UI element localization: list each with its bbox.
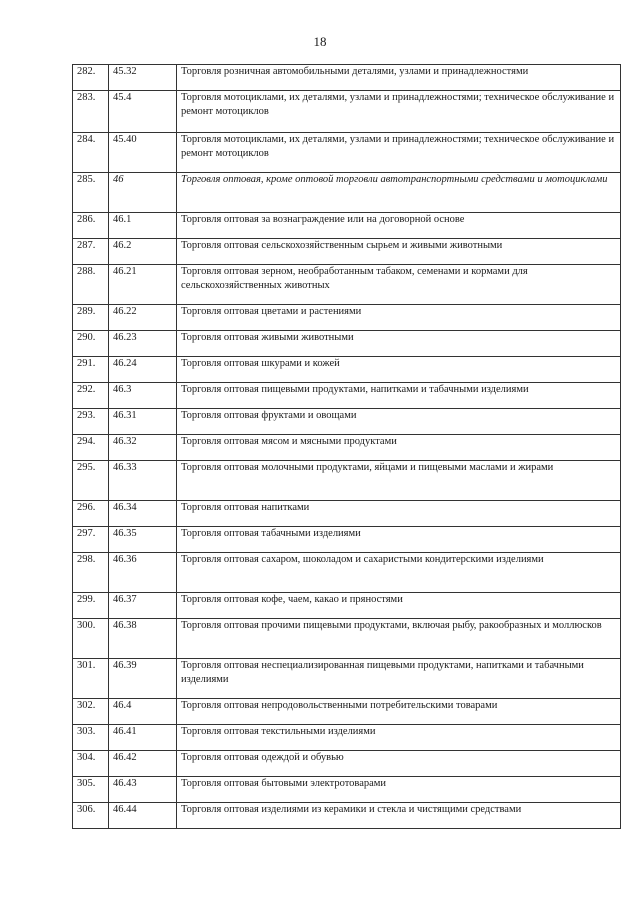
table-row [73, 777, 621, 803]
table-row [73, 331, 621, 357]
row-number: 305. [73, 777, 109, 803]
activity-description: Торговля оптовая текстильными изделиями [177, 725, 621, 751]
activity-code: 46.36 [109, 553, 177, 593]
row-number: 287. [73, 239, 109, 265]
activity-description: Торговля оптовая одеждой и обувью [177, 751, 621, 777]
activity-code: 46.32 [109, 435, 177, 461]
page-number: 18 [313, 34, 327, 49]
row-number: 301. [73, 659, 109, 699]
activity-description: Торговля оптовая кофе, чаем, какао и пряностями [177, 593, 621, 619]
activity-description: Торговля оптовая шкурами и кожей [177, 357, 621, 383]
row-number: 283. [73, 91, 109, 133]
table-row [73, 213, 621, 239]
table-row [73, 751, 621, 777]
activity-description: Торговля оптовая молочными продуктами, яйцами и пищевыми маслами и жирами [177, 461, 621, 501]
row-number: 306. [73, 803, 109, 829]
table-row [73, 461, 621, 501]
row-number: 291. [73, 357, 109, 383]
activity-code: 46.23 [109, 331, 177, 357]
activity-description: Торговля оптовая фруктами и овощами [177, 409, 621, 435]
table-row [73, 265, 621, 305]
activity-description: Торговля оптовая пищевыми продуктами, напитками и табачными изделиями [177, 383, 621, 409]
row-number: 290. [73, 331, 109, 357]
activity-description: Торговля оптовая сельскохозяйственным сырьем и живыми животными [177, 239, 621, 265]
row-number: 295. [73, 461, 109, 501]
activity-code: 45.32 [109, 65, 177, 91]
row-number: 284. [73, 133, 109, 173]
activity-code: 46.2 [109, 239, 177, 265]
table-row [73, 593, 621, 619]
row-number: 293. [73, 409, 109, 435]
table-row [73, 435, 621, 461]
row-number: 303. [73, 725, 109, 751]
row-number: 288. [73, 265, 109, 305]
activity-code: 46.33 [109, 461, 177, 501]
activity-description: Торговля оптовая за вознаграждение или на договорной основе [177, 213, 621, 239]
activity-description: Торговля мотоциклами, их деталями, узлами и принадлежностями; техническое обслуживание и ремонт мотоциклов [177, 91, 621, 133]
activity-code: 46.3 [109, 383, 177, 409]
table-row [73, 527, 621, 553]
table-row [73, 305, 621, 331]
activity-code: 46.42 [109, 751, 177, 777]
activity-code: 46.4 [109, 699, 177, 725]
activity-code: 46.1 [109, 213, 177, 239]
table-row [73, 553, 621, 593]
row-number: 296. [73, 501, 109, 527]
table-row [73, 383, 621, 409]
activity-code: 46.37 [109, 593, 177, 619]
activity-description: Торговля оптовая неспециализированная пищевыми продуктами, напитками и табачными изделиями [177, 659, 621, 699]
table-body [73, 65, 621, 829]
activity-description: Торговля оптовая прочими пищевыми продуктами, включая рыбу, ракообразных и моллюсков [177, 619, 621, 659]
activity-code: 46.44 [109, 803, 177, 829]
activity-code: 46.21 [109, 265, 177, 305]
table-row [73, 91, 621, 133]
table-row [73, 725, 621, 751]
activity-code: 46.39 [109, 659, 177, 699]
activity-code: 46.38 [109, 619, 177, 659]
table-row [73, 357, 621, 383]
activity-codes-table [72, 64, 621, 829]
activity-description: Торговля оптовая табачными изделиями [177, 527, 621, 553]
table-row [73, 501, 621, 527]
row-number: 298. [73, 553, 109, 593]
activity-description: Торговля оптовая живыми животными [177, 331, 621, 357]
activity-description: Торговля оптовая бытовыми электротоварами [177, 777, 621, 803]
row-number: 304. [73, 751, 109, 777]
activity-code: 46.35 [109, 527, 177, 553]
row-number: 302. [73, 699, 109, 725]
table-row [73, 173, 621, 213]
activity-description: Торговля оптовая цветами и растениями [177, 305, 621, 331]
activity-code: 45.40 [109, 133, 177, 173]
row-number: 297. [73, 527, 109, 553]
activity-code: 46.43 [109, 777, 177, 803]
activity-code: 46.24 [109, 357, 177, 383]
row-number: 299. [73, 593, 109, 619]
row-number: 286. [73, 213, 109, 239]
activity-description: Торговля розничная автомобильными деталями, узлами и принадлежностями [177, 65, 621, 91]
activity-description: Торговля мотоциклами, их деталями, узлами и принадлежностями; техническое обслуживание и ремонт мотоциклов [177, 133, 621, 173]
activity-description: Торговля оптовая непродовольственными потребительскими товарами [177, 699, 621, 725]
table-row [73, 803, 621, 829]
row-number: 294. [73, 435, 109, 461]
row-number: 292. [73, 383, 109, 409]
table-row [73, 133, 621, 173]
activity-description: Торговля оптовая сахаром, шоколадом и сахаристыми кондитерскими изделиями [177, 553, 621, 593]
activity-code: 46.22 [109, 305, 177, 331]
activity-description: Торговля оптовая напитками [177, 501, 621, 527]
table-row [73, 65, 621, 91]
activity-description: Торговля оптовая мясом и мясными продуктами [177, 435, 621, 461]
activity-code: 45.4 [109, 91, 177, 133]
activity-description: Торговля оптовая зерном, необработанным табаком, семенами и кормами для сельскохозяйственных животных [177, 265, 621, 305]
activity-code: 46.31 [109, 409, 177, 435]
activity-description: Торговля оптовая изделиями из керамики и стекла и чистящими средствами [177, 803, 621, 829]
row-number: 289. [73, 305, 109, 331]
table-row [73, 699, 621, 725]
row-number: 282. [73, 65, 109, 91]
activity-code: 46 [109, 173, 177, 213]
activity-description: Торговля оптовая, кроме оптовой торговли автотранспортными средствами и мотоциклами [177, 173, 621, 213]
table-row [73, 409, 621, 435]
row-number: 285. [73, 173, 109, 213]
activity-code: 46.34 [109, 501, 177, 527]
table-row [73, 619, 621, 659]
table-row [73, 659, 621, 699]
row-number: 300. [73, 619, 109, 659]
table-row [73, 239, 621, 265]
activity-code: 46.41 [109, 725, 177, 751]
